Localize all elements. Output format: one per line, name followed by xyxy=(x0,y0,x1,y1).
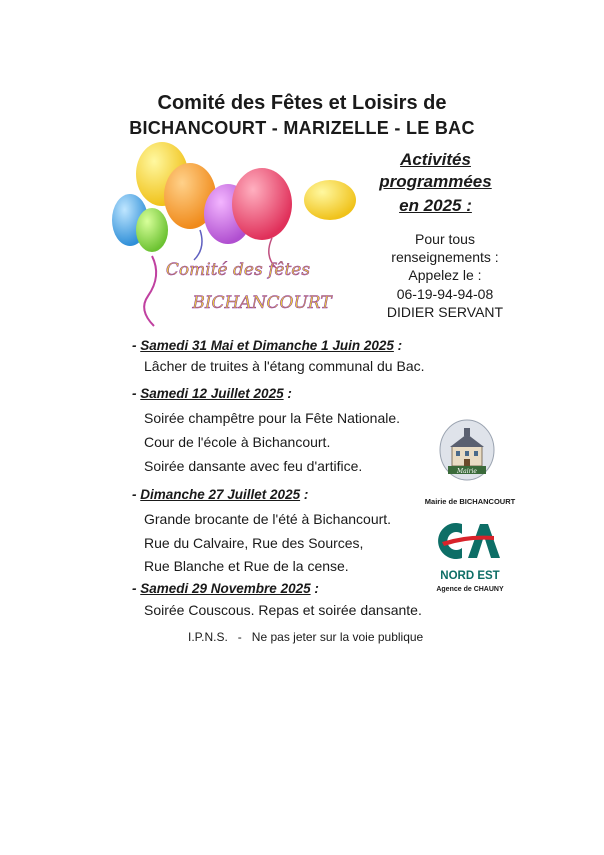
mairie-caption: Mairie de BICHANCOURT xyxy=(424,497,516,506)
event-2-date: - Samedi 12 Juillet 2025 : xyxy=(132,386,292,401)
event-4-date: - Samedi 29 Novembre 2025 : xyxy=(132,581,319,596)
balloon-red xyxy=(232,168,292,240)
event-2-line-3: Soirée dansante avec feu d'artifice. xyxy=(144,458,363,474)
event-1-date: - Samedi 31 Mai et Dimanche 1 Juin 2025 : xyxy=(132,338,403,353)
event-3-line-1: Grande brocante de l'été à Bichancourt. xyxy=(144,511,392,527)
ipns-notice: I.P.N.S. - Ne pas jeter sur la voie publique xyxy=(188,630,424,644)
bank-name: NORD EST xyxy=(440,570,500,582)
balloon-yellow-right xyxy=(304,180,356,220)
logo-text-line-2: BICHANCOURT xyxy=(192,293,332,313)
contact-line-1: Pour tous xyxy=(415,231,475,247)
title-line-2: BICHANCOURT - MARIZELLE - LE BAC xyxy=(129,118,475,138)
activities-heading-1: Activités xyxy=(400,150,471,169)
event-3-date: - Dimanche 27 Juillet 2025 : xyxy=(132,487,309,502)
balloon-green xyxy=(136,208,168,252)
logo-text-line-1: Comité des fêtes xyxy=(165,260,311,280)
activities-heading-3: en 2025 : xyxy=(399,196,472,215)
event-2-line-1: Soirée champêtre pour la Fête Nationale. xyxy=(144,410,401,426)
event-2-line-2: Cour de l'école à Bichancourt. xyxy=(144,434,331,450)
event-3-line-2: Rue du Calvaire, Rue des Sources, xyxy=(144,535,364,551)
contact-name: DIDIER SERVANT xyxy=(386,304,504,320)
title-line-1: Comité des Fêtes et Loisirs de xyxy=(157,92,447,114)
event-4-line-1: Soirée Couscous. Repas et soirée dansante. xyxy=(144,602,422,618)
event-1-line-1: Lâcher de truites à l'étang communal du Bac. xyxy=(144,358,425,374)
mairie-logo-text: Mairie xyxy=(457,468,477,475)
activities-heading-2: programmées xyxy=(379,172,492,191)
mairie-logo xyxy=(438,418,496,482)
credit-agricole-logo xyxy=(432,516,500,566)
event-3-line-3: Rue Blanche et Rue de la cense. xyxy=(144,558,349,574)
contact-line-2: renseignements : xyxy=(391,249,499,265)
contact-phone: 06-19-94-94-08 xyxy=(396,286,494,302)
balloons-logo xyxy=(112,138,374,338)
bank-agency: Agence de CHAUNY xyxy=(436,586,504,593)
contact-line-3: Appelez le : xyxy=(408,267,482,283)
